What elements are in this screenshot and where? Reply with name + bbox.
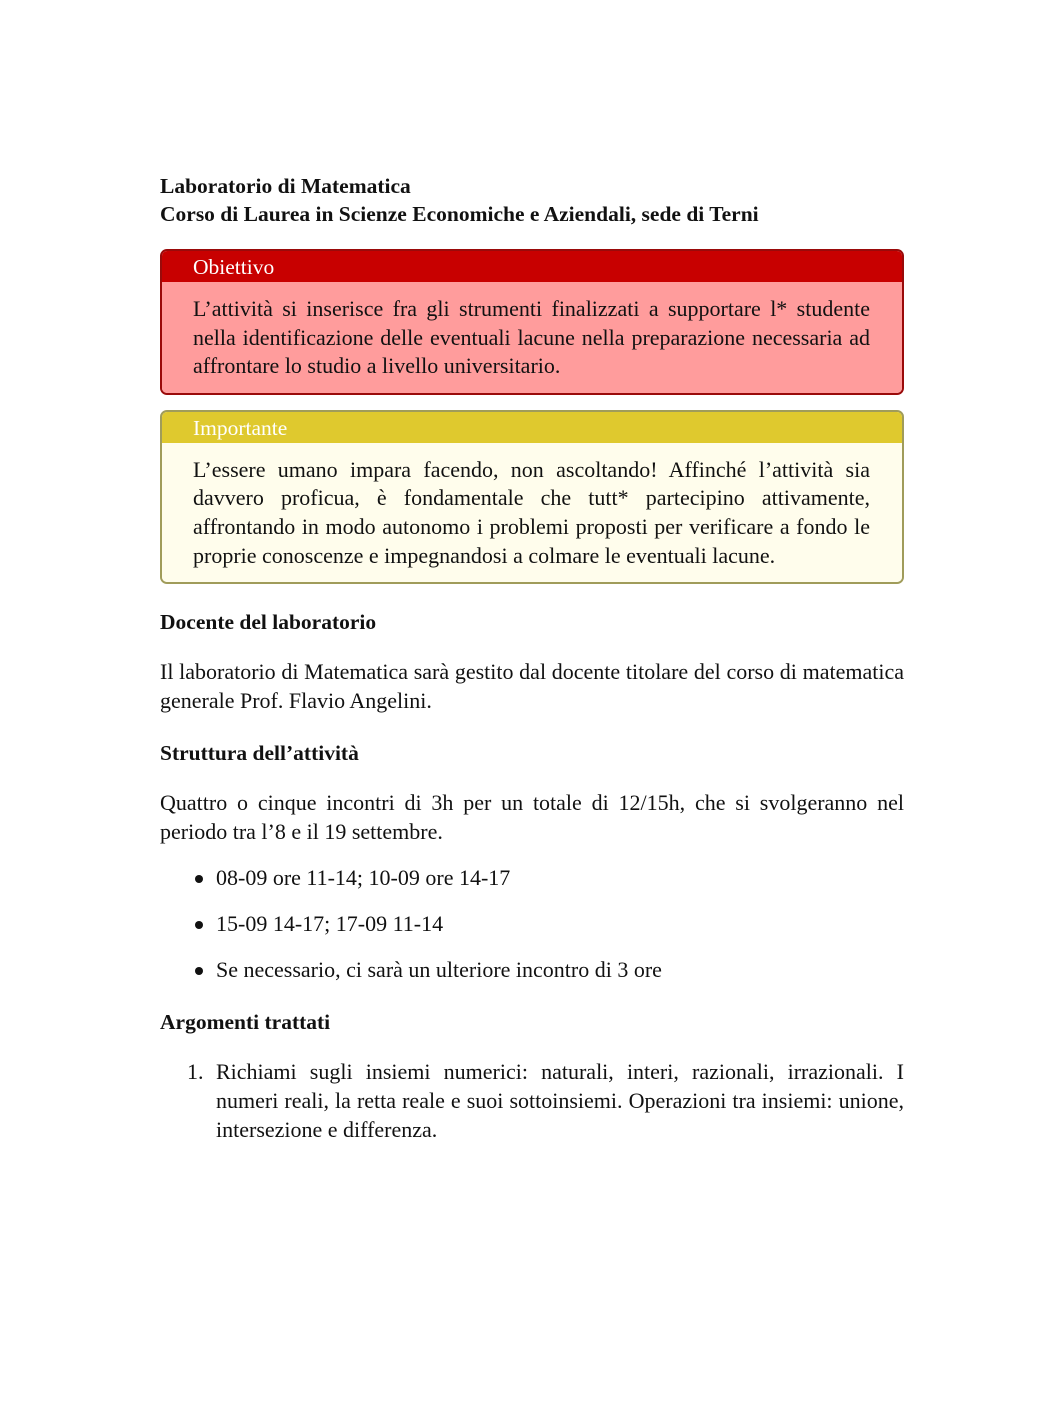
importante-box-title: Importante (162, 412, 902, 443)
bullet-icon (195, 875, 203, 883)
list-item-text: Se necessario, ci sarà un ulteriore incontro di 3 ore (216, 956, 662, 982)
list-item (160, 956, 904, 985)
struttura-paragraph: Quattro o cinque incontri di 3h per un totale di 12/15h, che si svolgeranno nel periodo tra l’8 e il 19 settembre. (160, 790, 904, 844)
document-page (160, 172, 904, 1144)
document-title: Laboratorio di Matematica (160, 174, 411, 198)
list-item-number: 1. (187, 1059, 204, 1085)
docente-section-title: Docente del laboratorio (160, 610, 377, 635)
struttura-section-title: Struttura dell’attività (160, 741, 359, 766)
argomenti-section-title: Argomenti trattati (160, 1010, 331, 1035)
topics-list (160, 1058, 904, 1144)
schedule-list (160, 864, 904, 985)
obiettivo-box (160, 249, 904, 395)
document-subtitle: Corso di Laurea in Scienze Economiche e Aziendali, sede di Terni (160, 202, 759, 226)
list-item (160, 1058, 904, 1144)
list-item (160, 864, 904, 893)
list-item (160, 910, 904, 939)
bullet-icon (195, 967, 203, 975)
obiettivo-box-body: L’attività si inserisce fra gli strumenti finalizzati a supportare l* studente nella identificazione delle eventuali lacune nella preparazione necessaria ad affrontare lo studio a livello universitario. (162, 282, 902, 393)
list-item-text: 15-09 14-17; 17-09 11-14 (216, 910, 444, 936)
importante-box (160, 410, 904, 584)
list-item-text: Richiami sugli insiemi numerici: naturali, interi, razionali, irrazionali. I numeri reali, la retta reale e suoi sottoinsiemi. Operazioni tra insiemi: unione, intersezione e differenza. (216, 1059, 904, 1142)
docente-paragraph: Il laboratorio di Matematica sarà gestito dal docente titolare del corso di matematica generale Prof. Flavio Angelini. (160, 659, 904, 713)
obiettivo-box-title: Obiettivo (162, 251, 902, 282)
list-item-text: 08-09 ore 11-14; 10-09 ore 14-17 (216, 864, 511, 890)
importante-box-body: L’essere umano impara facendo, non ascoltando! Affinché l’attività sia davvero proficua, è fondamentale che tutt* partecipino attivamente, affrontando in modo autonomo i problemi proposti per verificare a fondo le proprie conoscenze e impegnandosi a colmare le eventuali lacune. (162, 443, 902, 582)
bullet-icon (195, 921, 203, 929)
